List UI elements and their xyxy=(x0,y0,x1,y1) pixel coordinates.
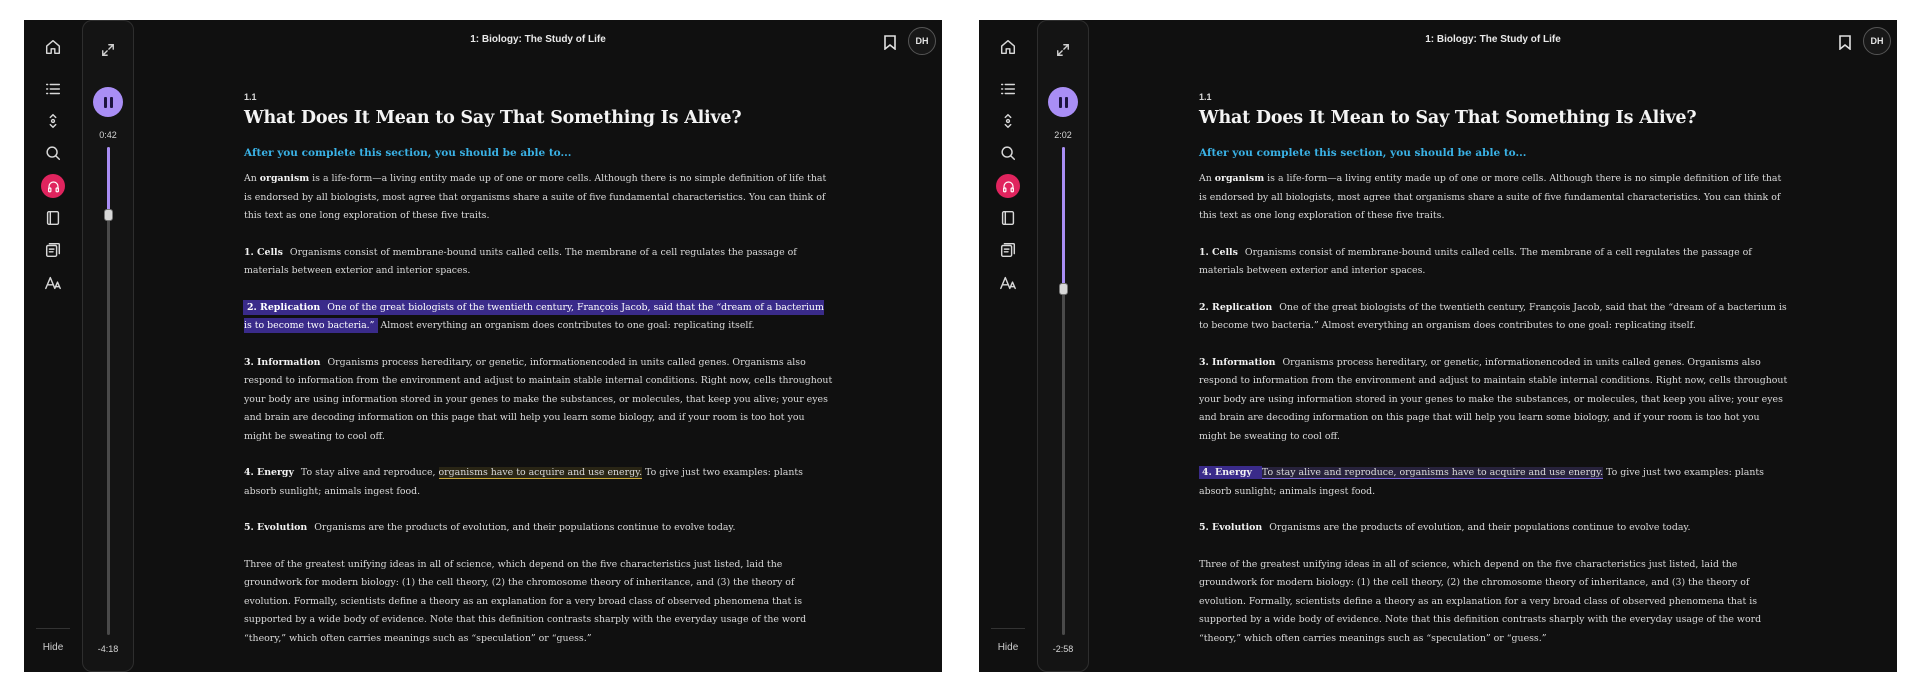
pause-icon xyxy=(104,97,107,108)
text-size-icon[interactable] xyxy=(38,268,68,298)
evolution-paragraph: 5. Evolution Organisms are the products of evolution, and their populations continue to evolve today. xyxy=(1199,522,1691,533)
search-icon[interactable] xyxy=(993,138,1023,168)
jump-sections-icon[interactable] xyxy=(993,106,1023,136)
pause-icon xyxy=(1059,97,1062,108)
text-size-icon[interactable] xyxy=(993,268,1023,298)
audio-player xyxy=(1037,20,1089,672)
bookmark-icon[interactable] xyxy=(1835,32,1855,52)
icon-rail xyxy=(979,20,1037,672)
jump-sections-icon[interactable] xyxy=(38,106,68,136)
closing-paragraph: Three of the greatest unifying ideas in all of science, which depend on the five characteristics just listed, laid the groundwork for modern biology: (1) the cell theory, (2) the chromosome theory of inheritance, and (3) the theory of evolution. Formally, scientists define a theory as an explanation for a very broad class of observed phenomena that is supported by a wide body of evidence. Note that this definition contrasts sharply with the everyday usage of the word “theory,” which often carries meanings such as “speculation” or “guess.” xyxy=(1199,558,1762,644)
headphones-icon[interactable] xyxy=(38,171,68,201)
cells-paragraph: 1. Cells Organisms consist of membrane-bound units called cells. The membrane of a cell regulates the passage of materials between exterior and interior spaces. xyxy=(244,246,797,276)
table-of-contents-icon[interactable] xyxy=(38,74,68,104)
expand-icon[interactable] xyxy=(1051,38,1075,62)
home-icon[interactable] xyxy=(38,32,68,62)
remaining-time: -2:58 xyxy=(1052,644,1074,654)
information-paragraph: 3. Information Organisms process hereditary, or genetic, informationencoded in units called genes. Organisms also respond to information from the environment and adjust to maintain stable internal conditions. Right now, cells throughout your body are using information stored in your genes to make the substances, or molecules, that keep you alive; your eyes and brain are decoding information on this page that will help you learn some biology, and if your room is too hot you might be sweating to cool off. xyxy=(244,356,833,442)
book-title: 1: Biology: The Study of Life xyxy=(470,34,606,45)
flashcards-icon[interactable] xyxy=(38,235,68,265)
audio-reading-highlight-text: To stay alive and reproduce, organisms have to acquire and use energy. xyxy=(1261,467,1604,478)
learning-objectives-link[interactable]: After you complete this section, you should be able to... xyxy=(244,147,572,159)
replication-paragraph: 2. Replication One of the great biologists of the twentieth century, François Jacob, said that the “dream of a bacterium is to become two bacteria.” Almost everything an organism does contributes to one goal: replicating itself. xyxy=(1199,301,1787,331)
hide-button[interactable]: Hide xyxy=(997,642,1019,653)
section-number: 1.1 xyxy=(244,92,257,102)
notebook-icon[interactable] xyxy=(993,203,1023,233)
hide-button[interactable]: Hide xyxy=(42,642,64,653)
flashcards-icon[interactable] xyxy=(993,235,1023,265)
intro-paragraph: An organism is a life-form—a living entity made up of one or more cells. Although there is no simple definition of life that is endorsed by all biologists, most agree that organisms share a suite of five fundamental characteristics. You can think of this text as one long exploration of these five traits. xyxy=(1199,173,1782,221)
elapsed-time: 2:02 xyxy=(1054,130,1072,140)
energy-paragraph: 4. Energy To stay alive and reproduce, organisms have to acquire and use energy. To give just two examples: plants absorb sunlight; animals ingest food. xyxy=(1199,467,1764,497)
replication-paragraph: 2. Replication One of the great biologists of the twentieth century, François Jacob, said that the “dream of a bacterium is to become two bacteria.” Almost everything an organism does contributes to one goal: replicating itself. xyxy=(244,301,824,331)
closing-paragraph: Three of the greatest unifying ideas in all of science, which depend on the five characteristics just listed, laid the groundwork for modern biology: (1) the cell theory, (2) the chromosome theory of inheritance, and (3) the theory of evolution. Formally, scientists define a theory as an explanation for a very broad class of observed phenomena that is supported by a wide body of evidence. Note that this definition contrasts sharply with the everyday usage of the word “theory,” which often carries meanings such as “speculation” or “guess.” xyxy=(244,558,807,644)
section-number: 1.1 xyxy=(1199,92,1212,102)
reading-content xyxy=(244,92,834,666)
cells-paragraph: 1. Cells Organisms consist of membrane-bound units called cells. The membrane of a cell regulates the passage of materials between exterior and interior spaces. xyxy=(1199,246,1752,276)
audio-scrubber[interactable] xyxy=(107,147,110,635)
audio-progress-fill xyxy=(1062,147,1065,289)
evolution-paragraph: 5. Evolution Organisms are the products of evolution, and their populations continue to evolve today. xyxy=(244,522,736,533)
intro-paragraph: An organism is a life-form—a living entity made up of one or more cells. Although there is no simple definition of life that is endorsed by all biologists, most agree that organisms share a suite of five fundamental characteristics. You can think of this text as one long exploration of these five traits. xyxy=(244,173,827,221)
book-title: 1: Biology: The Study of Life xyxy=(1425,34,1561,45)
pause-button[interactable] xyxy=(1048,87,1078,117)
elapsed-time: 0:42 xyxy=(99,130,117,140)
section-title: What Does It Mean to Say That Something Is Alive? xyxy=(1199,108,1697,128)
notebook-icon[interactable] xyxy=(38,203,68,233)
home-icon[interactable] xyxy=(993,32,1023,62)
icon-rail xyxy=(24,20,82,672)
reader-panel-left xyxy=(24,20,942,672)
table-of-contents-icon[interactable] xyxy=(993,74,1023,104)
audio-scrubber[interactable] xyxy=(1062,147,1065,635)
audio-reading-highlight: 2. Replication One of the great biologists of the twentieth century, François Jacob, said that the “dream of a bacterium is to become two bacteria.” xyxy=(244,301,824,331)
pause-button[interactable] xyxy=(93,87,123,117)
audio-scrubber-handle[interactable] xyxy=(104,209,113,221)
audio-player xyxy=(82,20,134,672)
search-icon[interactable] xyxy=(38,138,68,168)
rail-divider xyxy=(36,628,70,629)
user-avatar[interactable]: DH xyxy=(1863,27,1891,55)
audio-reading-highlight: 4. Energy xyxy=(1199,466,1262,479)
reader-panel-right xyxy=(979,20,1897,672)
remaining-time: -4:18 xyxy=(97,644,119,654)
audio-progress-fill xyxy=(107,147,110,215)
user-avatar[interactable]: DH xyxy=(908,27,936,55)
information-paragraph: 3. Information Organisms process hereditary, or genetic, informationencoded in units called genes. Organisms also respond to information from the environment and adjust to maintain stable internal conditions. Right now, cells throughout your body are using information stored in your genes to make the substances, or molecules, that keep you alive; your eyes and brain are decoding information on this page that will help you learn some biology, and if your room is too hot you might be sweating to cool off. xyxy=(1199,356,1788,442)
audio-scrubber-handle[interactable] xyxy=(1059,283,1068,295)
user-highlight[interactable]: organisms have to acquire and use energy. xyxy=(438,467,643,478)
reading-content xyxy=(1199,92,1789,666)
headphones-icon[interactable] xyxy=(993,171,1023,201)
energy-paragraph: 4. Energy To stay alive and reproduce, organisms have to acquire and use energy. To give just two examples: plants absorb sunlight; animals ingest food. xyxy=(244,467,803,497)
section-title: What Does It Mean to Say That Something Is Alive? xyxy=(244,108,742,128)
bookmark-icon[interactable] xyxy=(880,32,900,52)
expand-icon[interactable] xyxy=(96,38,120,62)
learning-objectives-link[interactable]: After you complete this section, you should be able to... xyxy=(1199,147,1527,159)
rail-divider xyxy=(991,628,1025,629)
